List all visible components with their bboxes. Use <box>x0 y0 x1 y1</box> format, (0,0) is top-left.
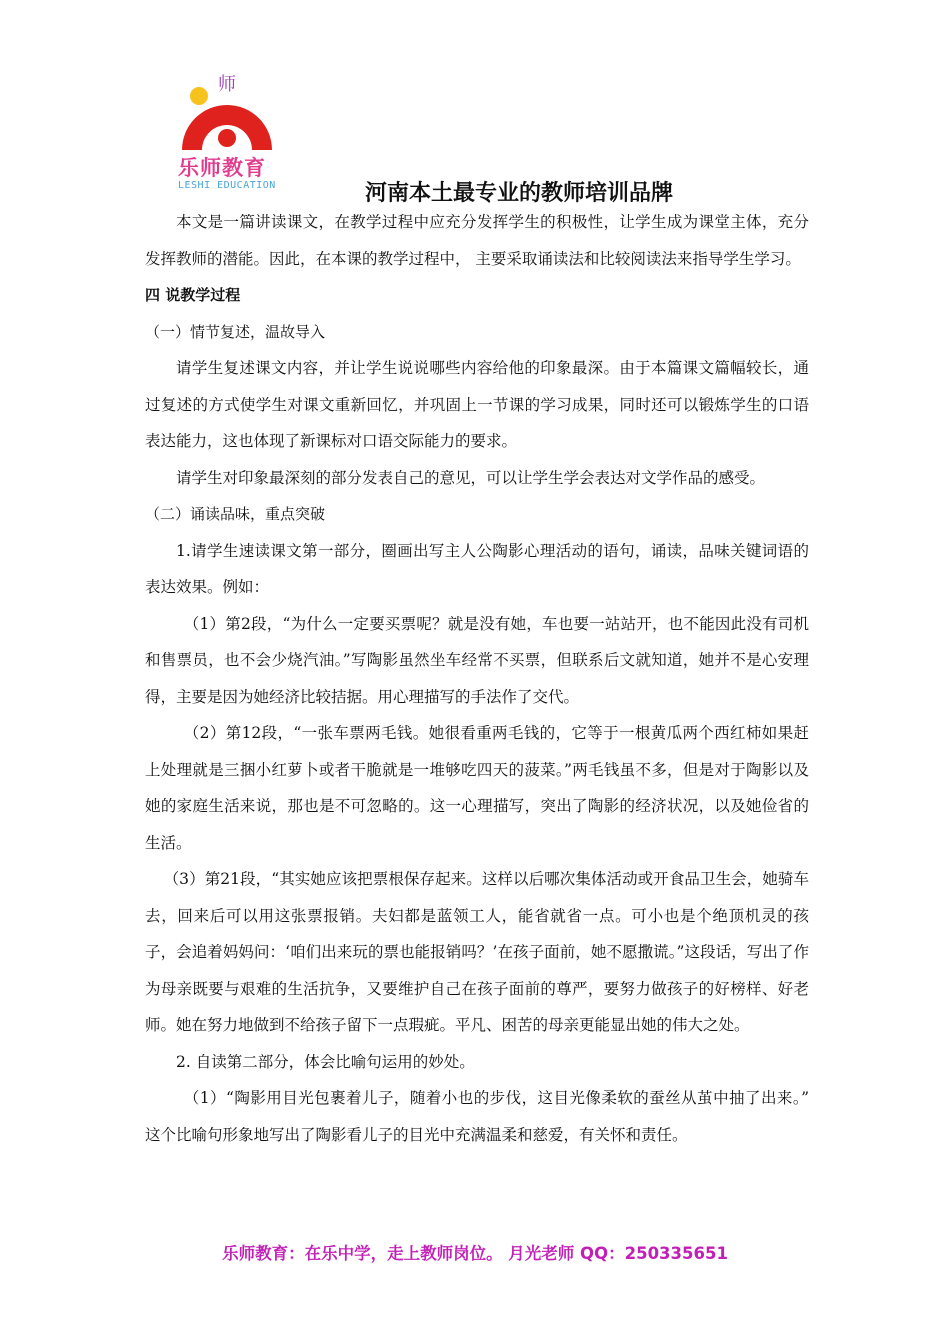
paragraph-example-2: （2）第12段，“一张车票两毛钱。她很看重两毛钱的，它等于一根黄瓜两个西红柿如果赶上处理就是三捆小红萝卜或者干脆就是一堆够吃四天的菠菜。”两毛钱虽不多，但是对于陶影以及她的家庭生活来说，那也是不可忽略的。这一心理描写，突出了陶影的经济状况，以及她俭省的生活。 <box>145 724 809 852</box>
footer-slogan: 乐师教育：在乐中学，走上教师岗位。 月光老师 QQ：250335651 <box>222 1244 728 1263</box>
paragraph-opinion: 请学生对印象最深刻的部分发表自己的意见，可以让学生学会表达对文学作品的感受。 <box>176 468 766 487</box>
logo-dot <box>190 87 208 105</box>
paragraph-retell: 请学生复述课文内容，并让学生说说哪些内容给他的印象最深。由于本篇课文篇幅较长，通过复述的方式使学生对课文重新回忆，并巩固上一节课的学习成果，同时还可以锻炼学生的口语表达能力，这也体现了新课标对口语交际能力的要求。 <box>145 359 809 450</box>
paragraph-task-2: 2. 自读第二部分，体会比喻句运用的妙处。 <box>176 1052 475 1071</box>
logo-name-en: LESHI EDUCATION <box>178 180 276 191</box>
paragraph-task-1: 1.请学生速读课文第一部分，圈画出写主人公陶影心理活动的语句，诵读，品味关键词语的表达效果。例如： <box>145 541 809 596</box>
subsection-heading-2: （二）诵读品味，重点突破 <box>145 505 326 523</box>
document-body <box>145 204 809 1153</box>
section-heading: 四 说教学过程 <box>145 286 241 304</box>
paragraph-intro: 本文是一篇讲读课文，在教学过程中应充分发挥学生的积极性，让学生成为课堂主体，充分发挥教师的潜能。因此，在本课的教学过程中， 主要采取诵读法和比较阅读法来指导学生学习。 <box>145 213 809 268</box>
logo-name-cn: 乐师教育 <box>178 156 266 180</box>
paragraph-example-1: （1）第2段，“为什么一定要买票呢？就是没有她，车也要一站站开，也不能因此没有司机和售票员，也不会少烧汽油。”写陶影虽然坐车经常不买票，但联系后文就知道，她并不是心安理得，主要是因为她经济比较拮据。用心理描写的手法作了交代。 <box>145 614 809 706</box>
header-title: 河南本土最专业的教师培训品牌 <box>365 180 674 206</box>
logo <box>172 68 282 194</box>
logo-top-char: 师 <box>218 74 236 95</box>
subsection-heading-1: （一）情节复述，温故导入 <box>145 322 326 341</box>
paragraph-metaphor-1: （1）“陶影用目光包裹着儿子，随着小也的步伐，这目光像柔软的蚕丝从茧中抽了出来。” 这个比喻句形象地写出了陶影看儿子的目光中充满温柔和慈爱，有关怀和责任。 <box>145 1089 809 1144</box>
logo-center-dot <box>218 129 236 147</box>
paragraph-example-3: （3）第21段，“其实她应该把票根保存起来。这样以后哪次集体活动或开食品卫生会，她骑车去，回来后可以用这张票报销。夫妇都是蓝领工人，能省就省一点。可小也是个绝顶机灵的孩子，会追着妈妈问：‘咱们出来玩的票也能报销吗？’在孩子面前，她不愿撒谎。”这段话，写出了作为母亲既要与艰难的生活抗争，又要维护自己在孩子面前的尊严，要努力做孩子的好榜样、好老师。她在努力地做到不给孩子留下一点瑕疵。平凡、困苦的母亲更能显出她的伟大之处。 <box>145 870 809 1034</box>
